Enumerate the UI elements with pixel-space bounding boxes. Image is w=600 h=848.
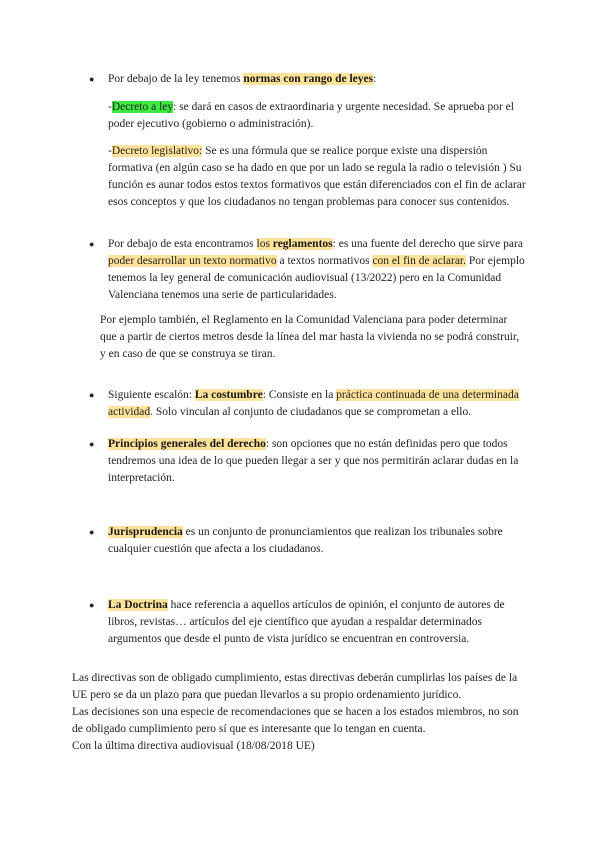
highlight-text: Principios generales del derecho — [108, 438, 266, 450]
text: Por ejemplo tenemos la ley general de comunicación audiovisual (13/2022) pero en la Comunidad Valenciana tenemos una serie de particularidades. — [108, 255, 525, 301]
bullet-marker: ● — [89, 600, 95, 610]
dash: - — [108, 145, 112, 157]
text: : son opciones que no están definidas pero que todos tendremos una idea de lo que pueden llegar a ser y que nos permitirán aclarar dudas en la interpretación. — [108, 438, 519, 484]
bullet-jurisprudencia — [89, 524, 528, 558]
bullet-reglamentos — [89, 236, 528, 304]
text: es un conjunto de pronunciamientos que realizan los tribunales sobre cualquier cuestión que afecta a los ciudadanos. — [108, 526, 503, 555]
bullet-marker: ● — [89, 439, 95, 449]
dash: - — [108, 101, 112, 113]
text-decisiones: Las decisiones son una especie de recomendaciones que se hacen a los estados miembros, no son de obligado cumplimiento pero sí que es interesante que lo tengan en cuenta. — [72, 706, 519, 735]
bullet-principios — [89, 436, 528, 487]
bullet-marker: ● — [89, 390, 95, 400]
highlight-text: poder desarrollar un texto normativo — [108, 255, 277, 267]
highlight-text: Jurisprudencia — [108, 526, 183, 538]
text: Por debajo de esta encontramos — [108, 238, 257, 250]
text: : es una fuente del derecho que sirve para — [332, 238, 523, 250]
highlight-text: normas con rango de leyes — [243, 73, 374, 85]
text: Por debajo de la ley tenemos — [108, 73, 244, 85]
paragraph-decreto-ley — [108, 99, 528, 133]
text: Siguiente escalón: — [108, 389, 195, 401]
highlight-text: Decreto legislativo: — [111, 145, 203, 157]
text: . Solo vinculan al conjunto de ciudadanos que se comprometan a ello. — [150, 406, 472, 418]
bullet-doctrina — [89, 597, 528, 648]
highlight-text: La Doctrina — [108, 599, 168, 611]
text: Se es una fórmula que se realice porque existe una dispersión formativa (en algún caso se ha dado en que por un lado se regula la radio o televisión ) Su función es aunar todos estos textos formativos que están diferenciados con el fin de aclarar esos conceptos y que los ciudadanos no tengan problemas para conocer sus contenidos. — [108, 145, 526, 208]
text: a textos normativos — [276, 255, 373, 267]
text: hace referencia a aquellos artículos de opinión, el conjunto de autores de libros, revistas… artículos del eje científico que ayudan a respaldar determinados argumentos que desde el punto de vista jurídico se encuentran en controversia. — [108, 599, 505, 645]
highlight-text: práctica continuada de una determinada actividad — [108, 389, 519, 418]
highlight-text: La costumbre — [194, 389, 263, 401]
bullet-marker: ● — [89, 239, 95, 249]
highlight-text: con el fin de aclarar. — [372, 255, 466, 267]
text: : Consiste en la — [262, 389, 337, 401]
highlight-text: los reglamentos — [256, 238, 333, 250]
highlight-text: Decreto a ley — [111, 101, 174, 113]
text: : — [373, 73, 377, 85]
text-ultima-directiva: Con la última directiva audiovisual (18/08/2018 UE) — [72, 740, 315, 752]
paragraph-directivas — [72, 670, 527, 755]
paragraph-ejemplo: Por ejemplo también, el Reglamento en la Comunidad Valenciana para poder determinar que a partir de ciertos metros desde la línea del mar hasta la vivienda no se podrá construir, y en caso de que se construya se tiran. — [100, 314, 520, 360]
bullet-normas-rango-ley — [89, 71, 528, 88]
text: : se dará en casos de extraordinaria y urgente necesidad. Se aprueba por el poder ejecutivo (gobierno o administración). — [108, 101, 514, 130]
text-directivas: Las directivas son de obligado cumplimiento, estas directivas deberán cumplirlas los países de la UE pero se da un plazo para que puedan llevarlos a su propio ordenamiento jurídico. — [72, 672, 518, 701]
bullet-marker: ● — [89, 527, 95, 537]
bullet-marker: ● — [89, 74, 95, 84]
paragraph-decreto-legislativo — [108, 143, 528, 211]
bullet-costumbre — [89, 387, 528, 421]
